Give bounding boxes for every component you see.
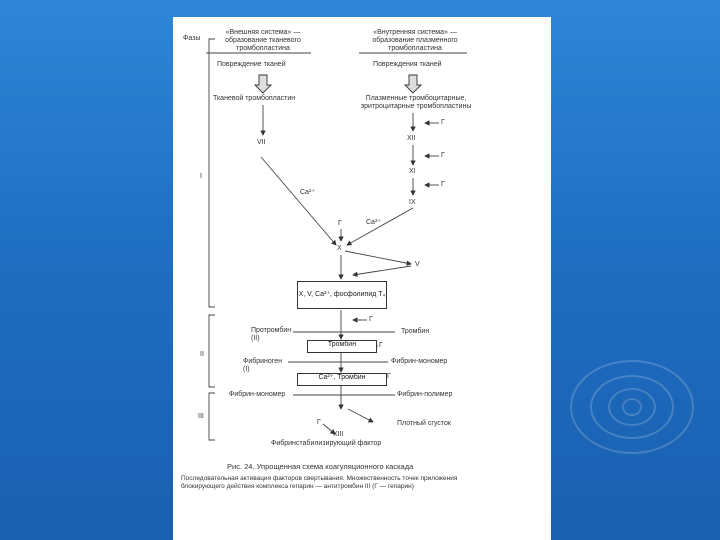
tissue-thromboplastin: Тканевой тромбопластин [213,95,296,102]
figure-caption-title: Рис. 24. Упрощенная схема коагуляционного каскада [227,462,414,471]
document-page [173,17,551,540]
phase-3-label: III [198,413,204,420]
fibrin-monomer-right: Фибрин-мономер [391,358,448,365]
plasma-thromboplastins: Плазменные тромбоцитарные, эритроцитарные тромбопластины [360,95,472,110]
factor-xiii: XIII [333,431,344,438]
thrombin-right-label: Тромбин [401,328,430,335]
dense-clot-label: Плотный сгусток [397,420,451,427]
thrombin-box-label: Тромбин [327,341,357,348]
factor-xii: XII [407,135,416,142]
factor-v: V [415,261,420,268]
calcium-thrombin-box [297,373,387,386]
complex-box-label: X, V, Ca²⁺, фосфолипид Т₄ [298,291,386,298]
phase-2-label: II [200,351,204,358]
calcium-left: Ca²⁺ [300,189,315,196]
tissue-damage-right: Повреждения тканей [373,61,442,68]
thrombin-box [307,340,377,353]
prothrombin-label: Протромбин (II) [251,327,292,342]
heparin-mark-4: Г [338,220,342,227]
heparin-mark-8: Г [317,419,321,426]
fibrin-monomer-left: Фибрин-мономер [229,391,286,398]
heparin-mark-1: Г [441,119,445,126]
factor-vii: VII [257,139,266,146]
factor-ix: IX [409,199,416,206]
tissue-damage-left: Повреждение тканей [217,61,286,68]
fibrin-polymer-label: Фибрин-полимер [397,391,453,398]
factor-x: X [337,245,342,252]
phases-label: Фазы [183,35,201,42]
internal-system-title: «Внутренняя система» — образование плазменного тромбопластина [372,29,458,52]
heparin-mark-7: Г [387,373,391,380]
external-system-title: «Внешняя система» — образование тканевого тромбопластина [225,29,301,52]
heparin-mark-5: Г [369,316,373,323]
heparin-mark-2: Г [441,152,445,159]
phase-1-label: I [200,173,202,180]
figure-caption-body: Последовательная активация факторов свертывания. Множественность точек приложения блокирующего действия комплекса гепарин — антитромбин III (Г — гепарин) [181,475,458,490]
fibrinogen-label: Фибриноген (I) [243,358,282,373]
heparin-mark-3: Г [441,181,445,188]
fibrin-stabilizing-factor: Фибринстабилизирующий фактор [271,440,382,447]
factor-xi: XI [409,168,416,175]
calcium-thrombin-label: Ca²⁺, Тромбин [318,374,366,381]
calcium-right: Ca²⁺ [366,219,381,226]
prothrombinase-complex-box [297,281,387,309]
heparin-mark-6: Г [379,342,383,349]
